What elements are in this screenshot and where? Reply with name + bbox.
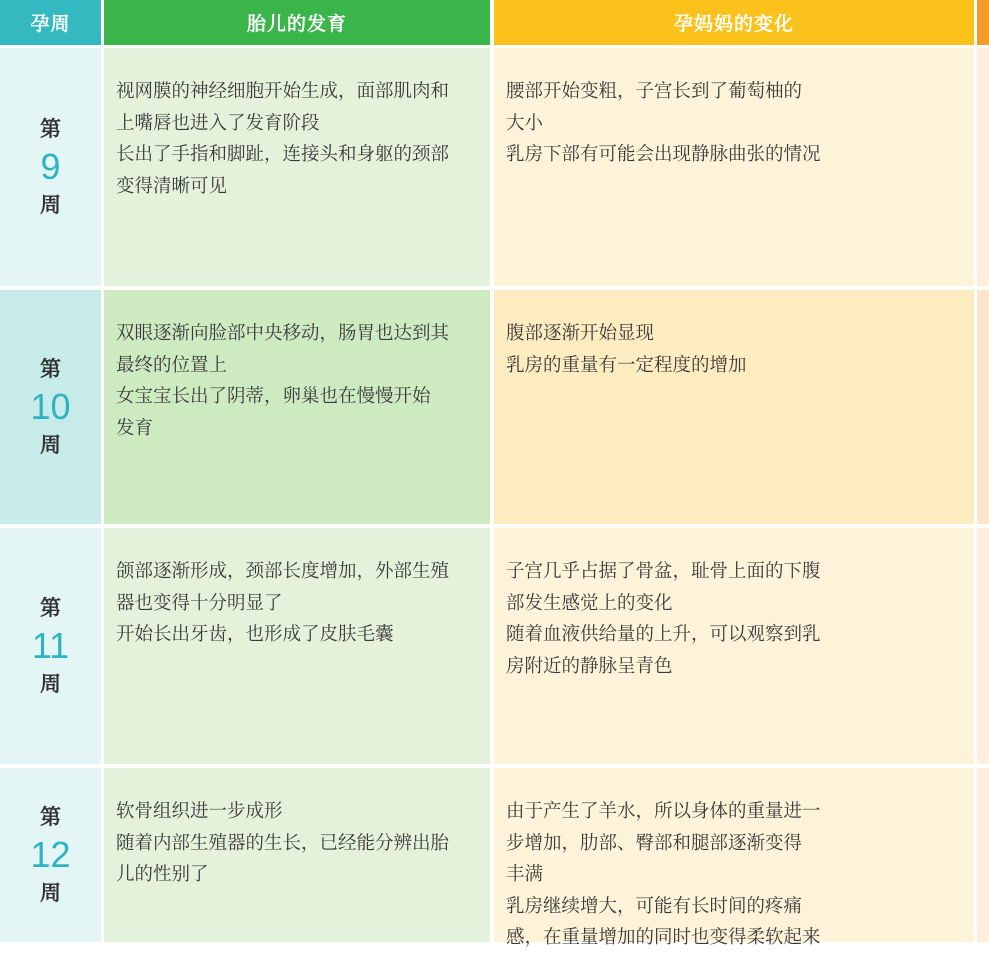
header-fetus-development: 胎儿的发育 (104, 0, 490, 45)
header-mother-changes: 孕妈妈的变化 (494, 0, 974, 45)
week-prefix: 第 (40, 596, 61, 620)
extra-column-cell (977, 290, 989, 524)
mother-text-line: 腹部逐渐开始显现 (506, 323, 655, 344)
fetus-text-line: 长出了手指和脚趾，连接头和身躯的颈部 (116, 144, 450, 165)
fetus-text-line: 器也变得十分明显了 (116, 592, 283, 614)
week-cell (0, 290, 101, 524)
week-suffix: 周 (40, 193, 61, 217)
week-suffix: 周 (40, 881, 61, 905)
mother-text-line: 感，在重量增加的同时也变得柔软起来 (506, 927, 821, 948)
week-number: 11 (31, 625, 70, 666)
week-prefix: 第 (40, 805, 61, 829)
week-number: 12 (30, 834, 71, 875)
mother-changes-cell (494, 528, 974, 764)
mother-changes-cell (494, 768, 974, 948)
mother-changes-cell (494, 290, 974, 524)
header-week: 孕周 (0, 0, 101, 45)
fetus-text-line: 上嘴唇也进入了发育阶段 (116, 112, 320, 134)
week-prefix: 第 (40, 117, 61, 141)
extra-column-cell (977, 48, 989, 286)
fetus-development-cell (104, 768, 490, 942)
fetus-text-line: 女宝宝长出了阴蒂，卵巢也在慢慢开始 (116, 386, 431, 407)
fetus-text-line: 变得清晰可见 (116, 175, 228, 197)
mother-text-line: 丰满 (506, 864, 544, 885)
week-suffix: 周 (40, 433, 61, 457)
fetus-text-line: 儿的性别了 (116, 864, 209, 885)
mother-text-line: 子宫几乎占据了骨盆，耻骨上面的下腹 (506, 561, 821, 582)
fetus-development-cell (104, 48, 490, 286)
mother-text-line: 乳房继续增大，可能有长时间的疼痛 (506, 895, 803, 917)
fetus-text-line: 双眼逐渐向脸部中央移动，肠胃也达到其 (116, 323, 450, 344)
mother-text-line: 乳房下部有可能会出现静脉曲张的情况 (506, 144, 821, 165)
header-extra-column (977, 0, 989, 45)
mother-text-line: 由于产生了羊水，所以身体的重量进一 (506, 801, 821, 822)
week-prefix: 第 (40, 357, 61, 381)
mother-text-line: 乳房的重量有一定程度的增加 (506, 354, 747, 376)
week-cell (0, 48, 101, 286)
mother-text-line: 大小 (506, 112, 544, 134)
fetus-text-line: 视网膜的神经细胞开始生成，面部肌肉和 (116, 81, 450, 102)
mother-text-line: 部发生感觉上的变化 (506, 592, 673, 614)
week-number: 10 (30, 386, 71, 427)
extra-column-cell (977, 528, 989, 764)
fetus-development-cell (104, 528, 490, 764)
mother-text-line: 步增加，肋部、臀部和腿部逐渐变得 (506, 832, 803, 854)
week-cell (0, 528, 101, 764)
mother-text-line: 腰部开始变粗，子宫长到了葡萄柚的 (506, 81, 803, 102)
fetus-development-cell (104, 290, 490, 524)
fetus-text-line: 软骨组织进一步成形 (116, 801, 283, 822)
week-cell (0, 768, 101, 942)
mother-text-line: 随着血液供给量的上升，可以观察到乳 (506, 624, 821, 645)
fetus-text-line: 发育 (116, 417, 154, 439)
week-suffix: 周 (40, 672, 61, 696)
fetus-text-line: 颌部逐渐形成，颈部长度增加，外部生殖 (116, 561, 450, 582)
fetus-text-line: 开始长出牙齿，也形成了皮肤毛囊 (116, 624, 394, 645)
week-number: 9 (40, 146, 61, 187)
mother-changes-cell (494, 48, 974, 286)
fetus-text-line: 最终的位置上 (116, 354, 228, 376)
mother-text-line: 房附近的静脉呈青色 (506, 655, 673, 677)
extra-column-cell (977, 768, 989, 942)
fetus-text-line: 随着内部生殖器的生长，已经能分辨出胎 (116, 832, 450, 854)
